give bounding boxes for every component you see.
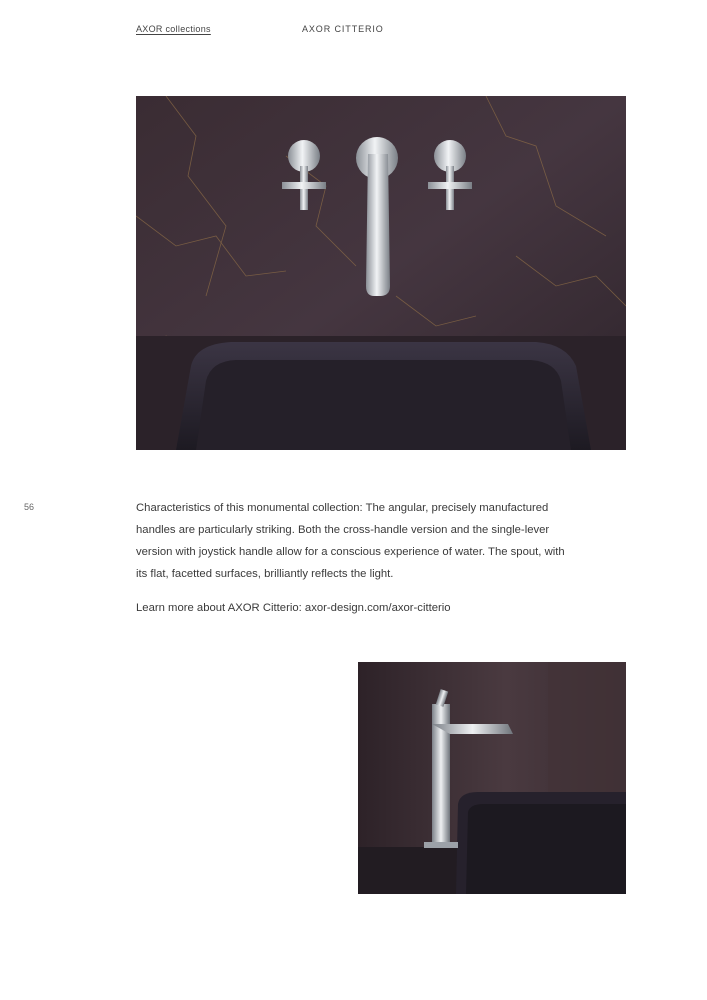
learn-more-prefix: Learn more about AXOR Citterio: [136, 602, 305, 614]
page-number: 56 [24, 502, 35, 512]
faucet-photo-small [358, 662, 626, 894]
learn-more-line [136, 597, 451, 619]
collection-title: AXOR CITTERIO [302, 24, 384, 34]
collection-description: Characteristics of this monumental collection: The angular, precisely manufactured handles are particularly striking. Both the cross-handle version and the single-lever version with joystick handle allow for a conscious experience of water. The spout, with its flat, facetted surfaces, brilliantly reflects the light. [136, 502, 565, 580]
section-link[interactable]: AXOR collections [136, 24, 211, 34]
faucet-photo-main [136, 96, 626, 450]
collection-url-link[interactable]: axor-design.com/axor-citterio [304, 602, 451, 614]
